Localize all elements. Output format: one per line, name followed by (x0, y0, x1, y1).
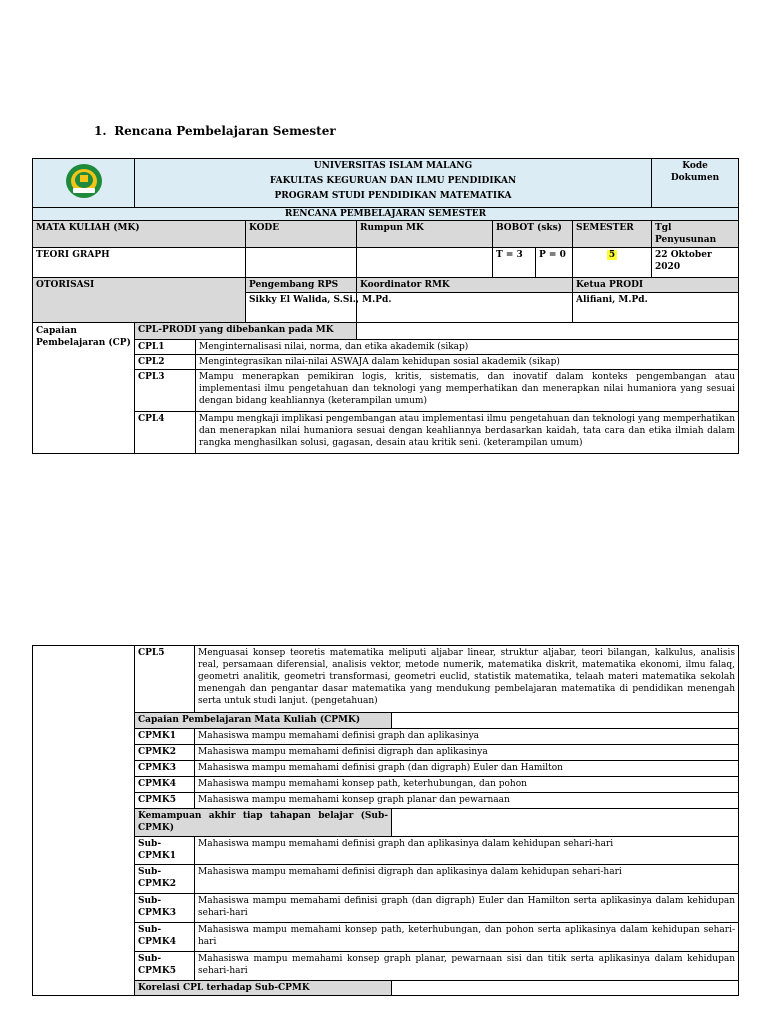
rps-table-continued (32, 645, 739, 996)
section-number: 1. (94, 124, 107, 138)
course-value-row (33, 248, 739, 278)
cpmk-code: CPMK3 (135, 761, 195, 777)
faculty-name: FAKULTAS KEGURUAN DAN ILMU PENDIDIKAN (269, 176, 517, 186)
cpl-code: CPL3 (135, 370, 196, 412)
cpmk-text: Mahasiswa mampu memahami definisi digraph dan aplikasinya (195, 745, 739, 761)
otorisasi-label-row (33, 278, 739, 293)
table-row (33, 646, 739, 713)
cpmk-text: Mahasiswa mampu memahami definisi graph (dan digraph) Euler dan Hamilton (195, 761, 739, 777)
korelasi-header-row (33, 981, 739, 996)
sub-cpmk-code: Sub-CPMK1 (135, 837, 195, 865)
cpl-text: Mampu mengkaji implikasi pengembangan atau implementasi ilmu pengetahuan dan teknologi yang memperhatikan dan menerapkan nilai humaniora sesuai dengan keahliannya berdasarkan kaidah, tata cara dan etika ilmiah dalam rangka menghasilkan solusi, gagasan, desain atau kritik seni. (keterampilan umum) (196, 412, 739, 454)
institution-cell (135, 159, 652, 208)
table-row (33, 952, 739, 981)
bobot-p-value: P = 0 (536, 248, 573, 278)
table-row (33, 745, 739, 761)
bobot-label: BOBOT (sks) (493, 221, 573, 248)
rps-table (32, 158, 739, 454)
pengembang-label: Pengembang RPS (246, 278, 357, 293)
kode-label: KODE (246, 221, 357, 248)
cpmk-code: CPMK4 (135, 777, 195, 793)
tgl-value: 22 Oktober 2020 (652, 248, 739, 278)
cpl-text: Mengintegrasikan nilai-nilai ASWAJA dalam kehidupan sosial akademik (sikap) (196, 355, 739, 370)
kode-dokumen-label: Kode Dokumen (652, 159, 739, 208)
cpmk-code: CPMK2 (135, 745, 195, 761)
cp-label: Capaian Pembelajaran (CP) (33, 323, 135, 454)
cpmk-header-row (33, 713, 739, 729)
sub-cpmk-header-empty (392, 809, 739, 837)
university-name: UNIVERSITAS ISLAM MALANG (313, 161, 473, 171)
cpmk-text: Mahasiswa mampu memahami definisi graph dan aplikasinya (195, 729, 739, 745)
tgl-label: Tgl Penyusunan (652, 221, 739, 248)
cpl-code: CPL5 (135, 646, 195, 713)
university-logo (62, 161, 106, 201)
section-title: Rencana Pembelajaran Semester (114, 124, 336, 138)
semester-label: SEMESTER (573, 221, 652, 248)
section-heading (94, 124, 336, 138)
mk-value: TEORI GRAPH (33, 248, 246, 278)
sub-cpmk-text: Mahasiswa mampu memahami definisi graph (dan digraph) Euler dan Hamilton serta aplikasinya dalam kehidupan sehari-hari (195, 894, 739, 923)
sub-cpmk-text: Mahasiswa mampu memahami definisi graph dan aplikasinya dalam kehidupan sehari-hari (195, 837, 739, 865)
cpmk-code: CPMK1 (135, 729, 195, 745)
table-row (33, 923, 739, 952)
course-label-row (33, 221, 739, 248)
sub-cpmk-code: Sub-CPMK2 (135, 865, 195, 894)
cp-header-row (33, 323, 739, 340)
rumpun-label: Rumpun MK (357, 221, 493, 248)
cpl-text: Mampu menerapkan pemikiran logis, kritis, sistematis, dan inovatif dalam konteks pengembangan atau implementasi ilmu pengetahuan dan teknologi yang memperhatikan dan menerapkan nilai humaniora yang sesuai dengan bidang keahliannya (keterampilan umum) (196, 370, 739, 412)
cpmk-code: CPMK5 (135, 793, 195, 809)
korelasi-header-empty (392, 981, 739, 996)
pengembang-value: Sikky El Walida, S.Si., M.Pd. (246, 293, 357, 323)
korelasi-header: Korelasi CPL terhadap Sub-CPMK (135, 981, 392, 996)
sub-cpmk-code: Sub-CPMK3 (135, 894, 195, 923)
kode-value (246, 248, 357, 278)
cpl-text: Menguasai konsep teoretis matematika meliputi aljabar linear, struktur aljabar, teori bilangan, kalkulus, analisis real, persamaan diferensial, analisis vektor, metode numerik, matematika diskrit, matematika ekonomi, ilmu falaq, geometri analitik, geometri transformasi, geometri euclid, statistik matematika, telaah materi matematika sekolah menengah dan pengantar dasar matematika yang mendukung pembelajaran matematika di pendidikan menengah serta untuk studi lanjut. (pengetahuan) (195, 646, 739, 713)
cpmk-header: Capaian Pembelajaran Mata Kuliah (CPMK) (135, 713, 392, 729)
sub-cpmk-header-row (33, 809, 739, 837)
semester-highlight: 5 (608, 250, 616, 260)
header-row (33, 159, 739, 208)
cpmk-header-empty (392, 713, 739, 729)
table-row (33, 370, 739, 412)
table-row (33, 865, 739, 894)
ketua-label: Ketua PRODI (573, 278, 739, 293)
cpmk-text: Mahasiswa mampu memahami konsep path, keterhubungan, dan pohon (195, 777, 739, 793)
bobot-t-value: T = 3 (493, 248, 536, 278)
logo-cell (33, 159, 135, 208)
sub-cpmk-code: Sub-CPMK4 (135, 923, 195, 952)
table-row (33, 340, 739, 355)
sub-cpmk-text: Mahasiswa mampu memahami konsep graph planar, pewarnaan sisi dan titik serta aplikasinya dalam kehidupan sehari-hari (195, 952, 739, 981)
table-row (33, 761, 739, 777)
table-row (33, 777, 739, 793)
ketua-value: Alifiani, M.Pd. (573, 293, 739, 323)
cpl-prodi-empty (357, 323, 739, 340)
sub-cpmk-text: Mahasiswa mampu memahami definisi digraph dan aplikasinya dalam kehidupan sehari-hari (195, 865, 739, 894)
semester-value (573, 248, 652, 278)
sub-cpmk-header: Kemampuan akhir tiap tahapan belajar (Sub-CPMK) (135, 809, 392, 837)
cpmk-text: Mahasiswa mampu memahami konsep graph planar dan pewarnaan (195, 793, 739, 809)
cpl-text: Menginternalisasi nilai, norma, dan etika akademik (sikap) (196, 340, 739, 355)
cp-continued-cell (33, 646, 135, 996)
table-row (33, 837, 739, 865)
koordinator-label: Koordinator RMK (357, 278, 573, 293)
table-row (33, 894, 739, 923)
rps-title: RENCANA PEMBELAJARAN SEMESTER (33, 208, 739, 221)
table-row (33, 412, 739, 454)
table-row (33, 355, 739, 370)
table-row (33, 729, 739, 745)
mk-label: MATA KULIAH (MK) (33, 221, 246, 248)
cpl-code: CPL4 (135, 412, 196, 454)
cpl-code: CPL1 (135, 340, 196, 355)
sub-cpmk-text: Mahasiswa mampu memahami konsep path, keterhubungan, dan pohon serta aplikasinya dalam kehidupan sehari-hari (195, 923, 739, 952)
otorisasi-label: OTORISASI (33, 278, 246, 323)
table-row (33, 793, 739, 809)
rumpun-value (357, 248, 493, 278)
cpl-code: CPL2 (135, 355, 196, 370)
sub-cpmk-code: Sub-CPMK5 (135, 952, 195, 981)
cpl-prodi-header: CPL-PRODI yang dibebankan pada MK (135, 323, 357, 340)
program-name: PROGRAM STUDI PENDIDIKAN MATEMATIKA (274, 191, 512, 201)
